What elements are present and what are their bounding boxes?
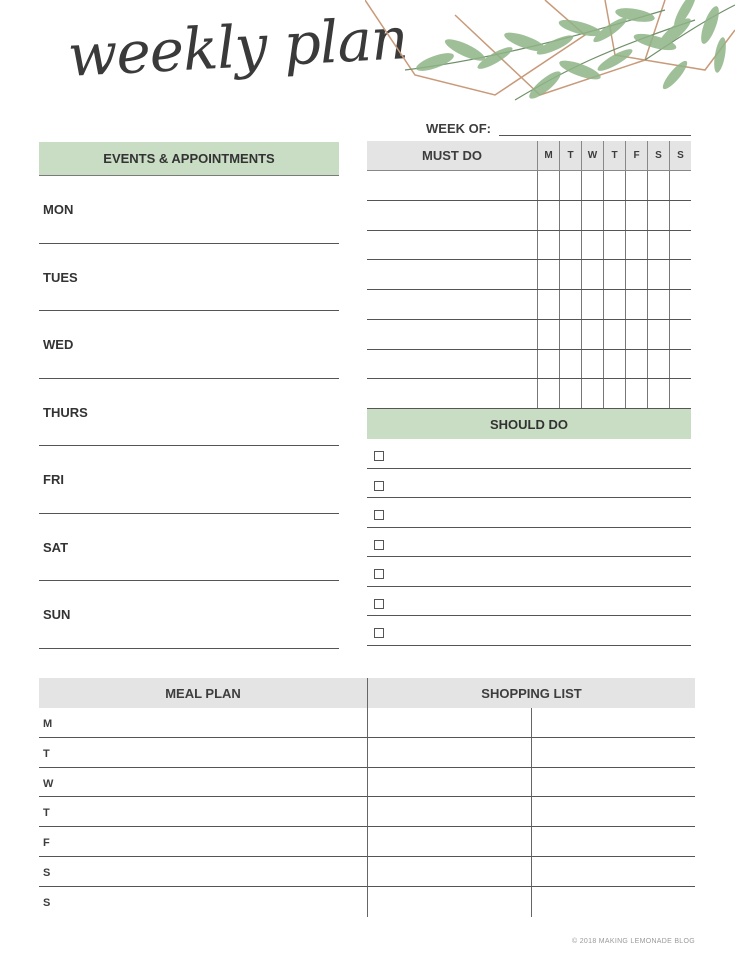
must-do-check-cell[interactable] <box>537 231 559 260</box>
meal-plan-cell[interactable] <box>39 738 367 768</box>
must-do-check-cell[interactable] <box>537 260 559 289</box>
day-label: SUN <box>43 607 71 622</box>
must-do-check-cell[interactable] <box>581 350 603 379</box>
meal-plan-header: MEAL PLAN <box>165 685 241 701</box>
must-do-check-cell[interactable] <box>559 201 581 230</box>
must-do-check-cell[interactable] <box>669 201 691 230</box>
must-do-header <box>367 141 691 171</box>
day-column-w: W <box>581 141 603 170</box>
meal-plan-cell[interactable] <box>39 768 367 798</box>
must-do-check-cell[interactable] <box>559 260 581 289</box>
should-do-row[interactable] <box>367 587 691 617</box>
should-do-row[interactable] <box>367 469 691 499</box>
day-column-s: S <box>647 141 669 170</box>
should-do-row[interactable] <box>367 439 691 469</box>
must-do-check-cell[interactable] <box>625 350 647 379</box>
must-do-check-cell[interactable] <box>603 290 625 319</box>
shopping-list-cell[interactable] <box>367 857 531 887</box>
shopping-list-cell[interactable] <box>531 708 695 738</box>
shopping-list-cell[interactable] <box>531 738 695 768</box>
must-do-check-cell[interactable] <box>603 350 625 379</box>
should-do-header: SHOULD DO <box>367 409 691 439</box>
must-do-check-cell[interactable] <box>625 320 647 349</box>
must-do-check-cell[interactable] <box>581 260 603 289</box>
event-row-mon[interactable] <box>39 176 339 244</box>
foliage-decoration <box>365 0 735 125</box>
must-do-check-cell[interactable] <box>537 320 559 349</box>
must-do-check-cell[interactable] <box>647 320 669 349</box>
shopping-list-cell[interactable] <box>367 827 531 857</box>
must-do-task-cell[interactable] <box>367 260 537 289</box>
must-do-check-cell[interactable] <box>669 320 691 349</box>
event-row-tues[interactable] <box>39 244 339 312</box>
day-label: TUES <box>43 269 78 285</box>
must-do-check-cell[interactable] <box>537 379 559 408</box>
meal-plan-cell[interactable] <box>39 708 367 738</box>
day-column-s: S <box>669 141 691 170</box>
must-do-task-cell[interactable] <box>367 350 537 379</box>
event-row-fri[interactable] <box>39 446 339 514</box>
events-header: EVENTS & APPOINTMENTS <box>39 142 339 176</box>
must-do-row[interactable] <box>367 201 691 231</box>
must-do-row[interactable] <box>367 231 691 261</box>
meal-plan-cell[interactable] <box>39 857 367 887</box>
must-do-check-cell[interactable] <box>603 201 625 230</box>
must-do-check-cell[interactable] <box>581 171 603 200</box>
must-do-check-cell[interactable] <box>559 171 581 200</box>
must-do-check-cell[interactable] <box>581 290 603 319</box>
must-do-check-cell[interactable] <box>537 290 559 319</box>
shopping-list-cell[interactable] <box>531 887 695 917</box>
meal-shopping-row <box>39 887 695 917</box>
must-do-check-cell[interactable] <box>581 320 603 349</box>
must-do-check-cell[interactable] <box>625 260 647 289</box>
must-do-check-cell[interactable] <box>537 350 559 379</box>
meal-plan-cell[interactable] <box>39 827 367 857</box>
must-do-check-cell[interactable] <box>625 379 647 408</box>
should-do-section <box>367 409 691 646</box>
must-do-task-cell[interactable] <box>367 201 537 230</box>
day-column-t: T <box>559 141 581 170</box>
meal-shopping-header <box>39 678 695 708</box>
must-do-check-cell[interactable] <box>625 290 647 319</box>
should-do-row[interactable] <box>367 616 691 646</box>
checkbox[interactable] <box>374 599 384 609</box>
day-column-m: M <box>537 141 559 170</box>
meal-day-label: F <box>43 837 50 850</box>
week-of-line[interactable] <box>499 135 691 136</box>
day-label: SAT <box>43 539 69 555</box>
must-do-check-cell[interactable] <box>559 379 581 408</box>
meal-day-label: W <box>43 777 54 790</box>
must-do-check-cell[interactable] <box>647 201 669 230</box>
must-do-check-cell[interactable] <box>559 320 581 349</box>
event-row-sun[interactable] <box>39 581 339 649</box>
checkbox[interactable] <box>374 451 384 461</box>
should-do-row[interactable] <box>367 528 691 558</box>
page-title: weekly plan <box>66 4 409 90</box>
should-do-row[interactable] <box>367 557 691 587</box>
shopping-list-cell[interactable] <box>367 768 531 798</box>
must-do-check-cell[interactable] <box>559 350 581 379</box>
must-do-check-cell[interactable] <box>625 171 647 200</box>
shopping-list-cell[interactable] <box>531 768 695 798</box>
event-row-wed[interactable] <box>39 311 339 379</box>
checkbox[interactable] <box>374 510 384 520</box>
must-do-check-cell[interactable] <box>647 379 669 408</box>
shopping-list-cell[interactable] <box>367 738 531 768</box>
must-do-check-cell[interactable] <box>603 171 625 200</box>
checkbox[interactable] <box>374 481 384 491</box>
must-do-check-cell[interactable] <box>581 231 603 260</box>
meal-shopping-row <box>39 797 695 827</box>
must-do-row[interactable] <box>367 260 691 290</box>
shopping-list-cell[interactable] <box>367 887 531 917</box>
must-do-task-cell[interactable] <box>367 231 537 260</box>
must-do-check-cell[interactable] <box>603 379 625 408</box>
must-do-check-cell[interactable] <box>669 231 691 260</box>
must-do-task-cell[interactable] <box>367 379 537 408</box>
must-do-check-cell[interactable] <box>669 379 691 408</box>
must-do-row[interactable] <box>367 171 691 201</box>
day-label: THURS <box>43 404 88 420</box>
must-do-check-cell[interactable] <box>603 320 625 349</box>
day-column-f: F <box>625 141 647 170</box>
must-do-check-cell[interactable] <box>625 231 647 260</box>
meal-plan-cell[interactable] <box>39 797 367 827</box>
must-do-title: MUST DO <box>422 148 482 163</box>
meal-day-label: S <box>43 866 51 879</box>
shopping-list-cell[interactable] <box>531 797 695 827</box>
day-label: WED <box>43 337 74 352</box>
shopping-list-cell[interactable] <box>531 827 695 857</box>
must-do-check-cell[interactable] <box>559 290 581 319</box>
week-of-label: WEEK OF: <box>426 121 491 136</box>
should-do-row[interactable] <box>367 498 691 528</box>
meal-shopping-row <box>39 708 695 738</box>
day-label: MON <box>43 202 74 217</box>
must-do-check-cell[interactable] <box>669 260 691 289</box>
shopping-list-cell[interactable] <box>531 857 695 887</box>
checkbox[interactable] <box>374 540 384 550</box>
checkbox[interactable] <box>374 569 384 579</box>
must-do-rows <box>367 171 691 409</box>
event-row-thurs[interactable] <box>39 379 339 447</box>
must-do-check-cell[interactable] <box>647 350 669 379</box>
must-do-check-cell[interactable] <box>559 231 581 260</box>
must-do-check-cell[interactable] <box>647 260 669 289</box>
meal-day-label: M <box>43 718 53 730</box>
must-do-check-cell[interactable] <box>581 379 603 408</box>
must-do-check-cell[interactable] <box>669 290 691 319</box>
should-do-rows <box>367 439 691 646</box>
shopping-list-header: SHOPPING LIST <box>367 678 695 708</box>
must-do-check-cell[interactable] <box>625 201 647 230</box>
must-do-row[interactable] <box>367 350 691 380</box>
must-do-check-cell[interactable] <box>669 171 691 200</box>
shopping-list-cell[interactable] <box>367 797 531 827</box>
must-do-check-cell[interactable] <box>603 260 625 289</box>
shopping-list-cell[interactable] <box>367 708 531 738</box>
meal-day-label: T <box>43 747 50 760</box>
must-do-check-cell[interactable] <box>647 290 669 319</box>
must-do-check-cell[interactable] <box>647 171 669 200</box>
meal-plan-cell[interactable] <box>39 887 367 917</box>
must-do-section <box>367 141 691 409</box>
meal-day-label: T <box>43 807 50 820</box>
must-do-row[interactable] <box>367 379 691 409</box>
day-column-t: T <box>603 141 625 170</box>
must-do-row[interactable] <box>367 320 691 350</box>
must-do-check-cell[interactable] <box>581 201 603 230</box>
must-do-check-cell[interactable] <box>537 171 559 200</box>
must-do-row[interactable] <box>367 290 691 320</box>
checkbox[interactable] <box>374 628 384 638</box>
meal-shopping-row <box>39 768 695 798</box>
must-do-check-cell[interactable] <box>647 231 669 260</box>
must-do-task-cell[interactable] <box>367 320 537 349</box>
day-label: FRI <box>43 472 64 487</box>
must-do-check-cell[interactable] <box>537 201 559 230</box>
must-do-check-cell[interactable] <box>603 231 625 260</box>
meal-shopping-rows <box>39 708 695 917</box>
meal-shopping-row <box>39 827 695 857</box>
must-do-task-cell[interactable] <box>367 290 537 319</box>
must-do-task-cell[interactable] <box>367 171 537 200</box>
must-do-check-cell[interactable] <box>669 350 691 379</box>
copyright-text: © 2018 MAKING LEMONADE BLOG <box>572 938 695 945</box>
meal-day-label: S <box>43 896 51 909</box>
meal-shopping-row <box>39 857 695 887</box>
event-row-sat[interactable] <box>39 514 339 582</box>
meal-shopping-section <box>39 678 695 917</box>
events-section <box>39 142 339 649</box>
meal-shopping-row <box>39 738 695 768</box>
